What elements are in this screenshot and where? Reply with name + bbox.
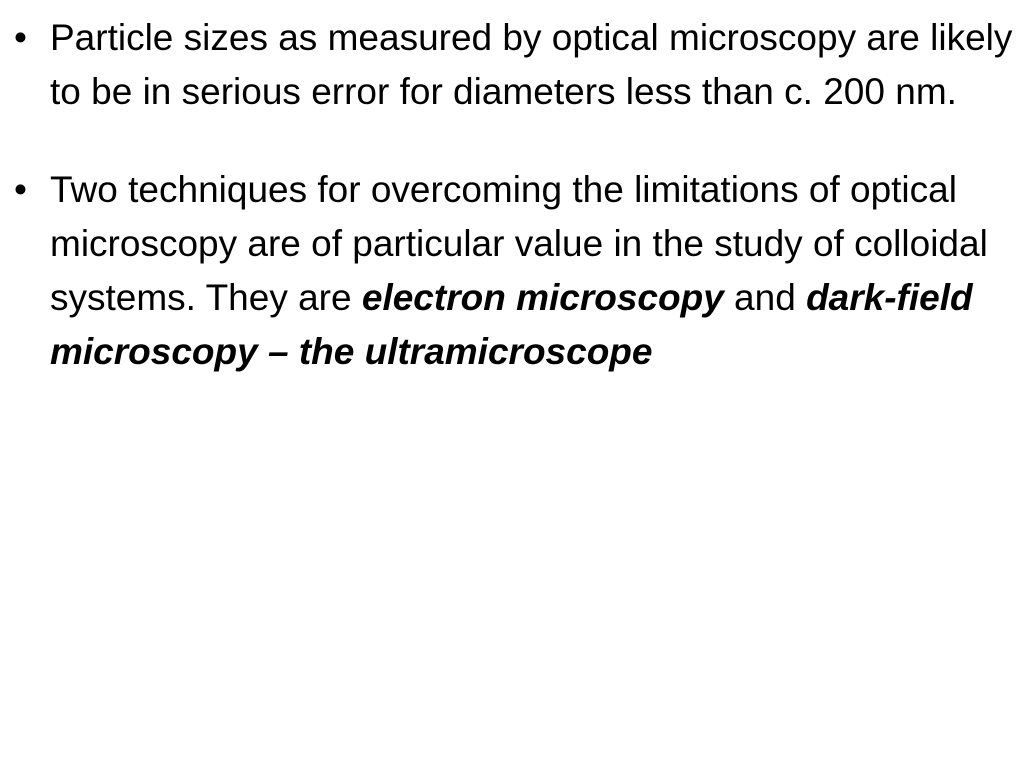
bullet-list [14, 11, 1014, 423]
emphasis-electron-microscopy: electron microscopy [361, 277, 724, 318]
bullet-icon: • [14, 17, 27, 58]
bullet-text: Two techniques for overcoming the limitations of optical microscopy are of particular value in the study of colloidal systems. They are [50, 169, 988, 318]
bullet-text-connector: and [723, 277, 807, 318]
bullet-text: Particle sizes as measured by optical microscopy are likely to be in serious error for diameters less than c. 200 nm. [50, 17, 1013, 112]
bullet-icon: • [14, 169, 27, 210]
emphasis-dark-field-microscopy: dark-field microscopy – the ultramicroscope [50, 277, 973, 372]
bullet-item-two-techniques [14, 163, 1014, 379]
bullet-item-particle-sizes [14, 11, 1014, 119]
